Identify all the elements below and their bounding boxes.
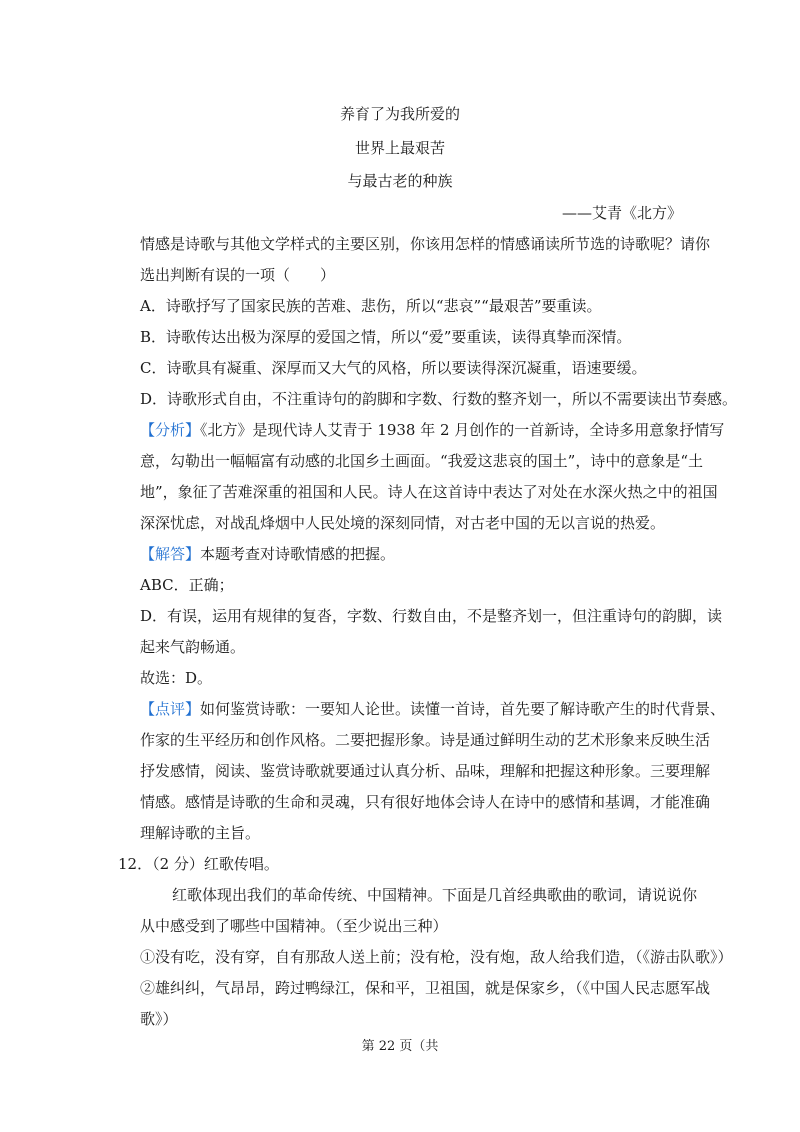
- analysis-tag: 【分析】: [140, 421, 201, 439]
- poem-line: 与最古老的种族: [347, 172, 453, 190]
- option-b: B．诗歌传达出极为深厚的爱国之情，所以“爱”要重读，读得真挚而深情。: [140, 328, 632, 346]
- answer-abc: ABC．正确；: [140, 576, 234, 594]
- comment-line: 情感。感情是诗歌的生命和灵魂，只有很好地体会诗人在诗中的感情和基调，才能准确: [140, 793, 711, 811]
- answer-tag: 【解答】: [140, 545, 201, 563]
- option-d: D．诗歌形式自由，不注重诗句的韵脚和字数、行数的整齐划一，所以不需要读出节奏感。: [140, 390, 738, 408]
- analysis-text: 《北方》是现代诗人艾青于 1938 年 2 月创作的一首新诗，全诗多用意象抒情写: [200, 421, 725, 439]
- comment-line: 作家的生平经历和创作风格。二要把握形象。诗是通过鲜明生动的艺术形象来反映生活: [140, 731, 711, 749]
- option-a: A．诗歌抒写了国家民族的苦难、悲伤，所以“悲哀”“最艰苦”要重读。: [140, 297, 602, 315]
- answer-text: 本题考查对诗歌情感的把握。: [200, 545, 396, 563]
- q12-intro: 从中感受到了哪些中国精神。（至少说出三种）: [140, 917, 448, 935]
- poem-line: 养育了为我所爱的: [339, 105, 460, 123]
- answer-d: 起来气韵畅通。: [140, 638, 246, 656]
- poem-line: 世界上最艰苦: [354, 139, 445, 157]
- question-stem: 情感是诗歌与其他文学样式的主要区别，你该用怎样的情感诵读所节选的诗歌呢？请你: [140, 235, 711, 253]
- analysis-line: [140, 419, 724, 440]
- q12-intro: 红歌体现出我们的革命传统、中国精神。下面是几首经典歌曲的歌词，请说说你: [172, 886, 698, 904]
- analysis-line: 深深忧虑，对战乱烽烟中人民处境的深刻同情，对古老中国的无以言说的热爱。: [140, 514, 666, 532]
- poem-attribution: ——艾青《北方》: [561, 204, 682, 222]
- option-c: C．诗歌具有凝重、深厚而又大气的风格，所以要读得深沉凝重，语速要缓。: [140, 359, 647, 377]
- q12-item: 歌》）: [140, 1010, 178, 1028]
- analysis-line: 意，勾勒出一幅幅富有动感的北国乡土画面。“我爱这悲哀的国土”，诗中的意象是“土: [140, 452, 704, 470]
- answer-d: D．有误，运用有规律的复沓，字数、行数自由，不是整齐划一，但注重诗句的韵脚，读: [140, 607, 723, 625]
- answer-choice: 故选：D。: [140, 669, 213, 687]
- comment-tag: 【点评】: [140, 700, 201, 718]
- page-number: 第 22 页（共: [361, 1039, 439, 1054]
- answer-line: [140, 543, 395, 564]
- comment-line: 抒发感情，阅读、鉴赏诗歌就要通过认真分析、品味，理解和把握这种形象。三要理解: [140, 762, 711, 780]
- q12-header: 12．（2 分）红歌传唱。: [118, 855, 279, 873]
- q12-item: ②雄纠纠，气昂昂，跨过鸭绿江，保和平，卫祖国，就是保家乡，（《中国人民志愿军战: [140, 979, 711, 997]
- comment-line: [140, 698, 725, 719]
- comment-line: 理解诗歌的主旨。: [140, 824, 261, 842]
- question-stem: 选出判断有误的一项（ ）: [140, 266, 336, 284]
- analysis-line: 地”，象征了苦难深重的祖国和人民。诗人在这首诗中表达了对处在水深火热之中的祖国: [140, 483, 718, 501]
- q12-item: ①没有吃，没有穿，自有那敌人送上前；没有枪，没有炮，敌人给我们造，（《游击队歌》）: [140, 948, 733, 966]
- comment-text: 如何鉴赏诗歌：一要知人论世。读懂一首诗，首先要了解诗歌产生的时代背景、: [200, 700, 726, 718]
